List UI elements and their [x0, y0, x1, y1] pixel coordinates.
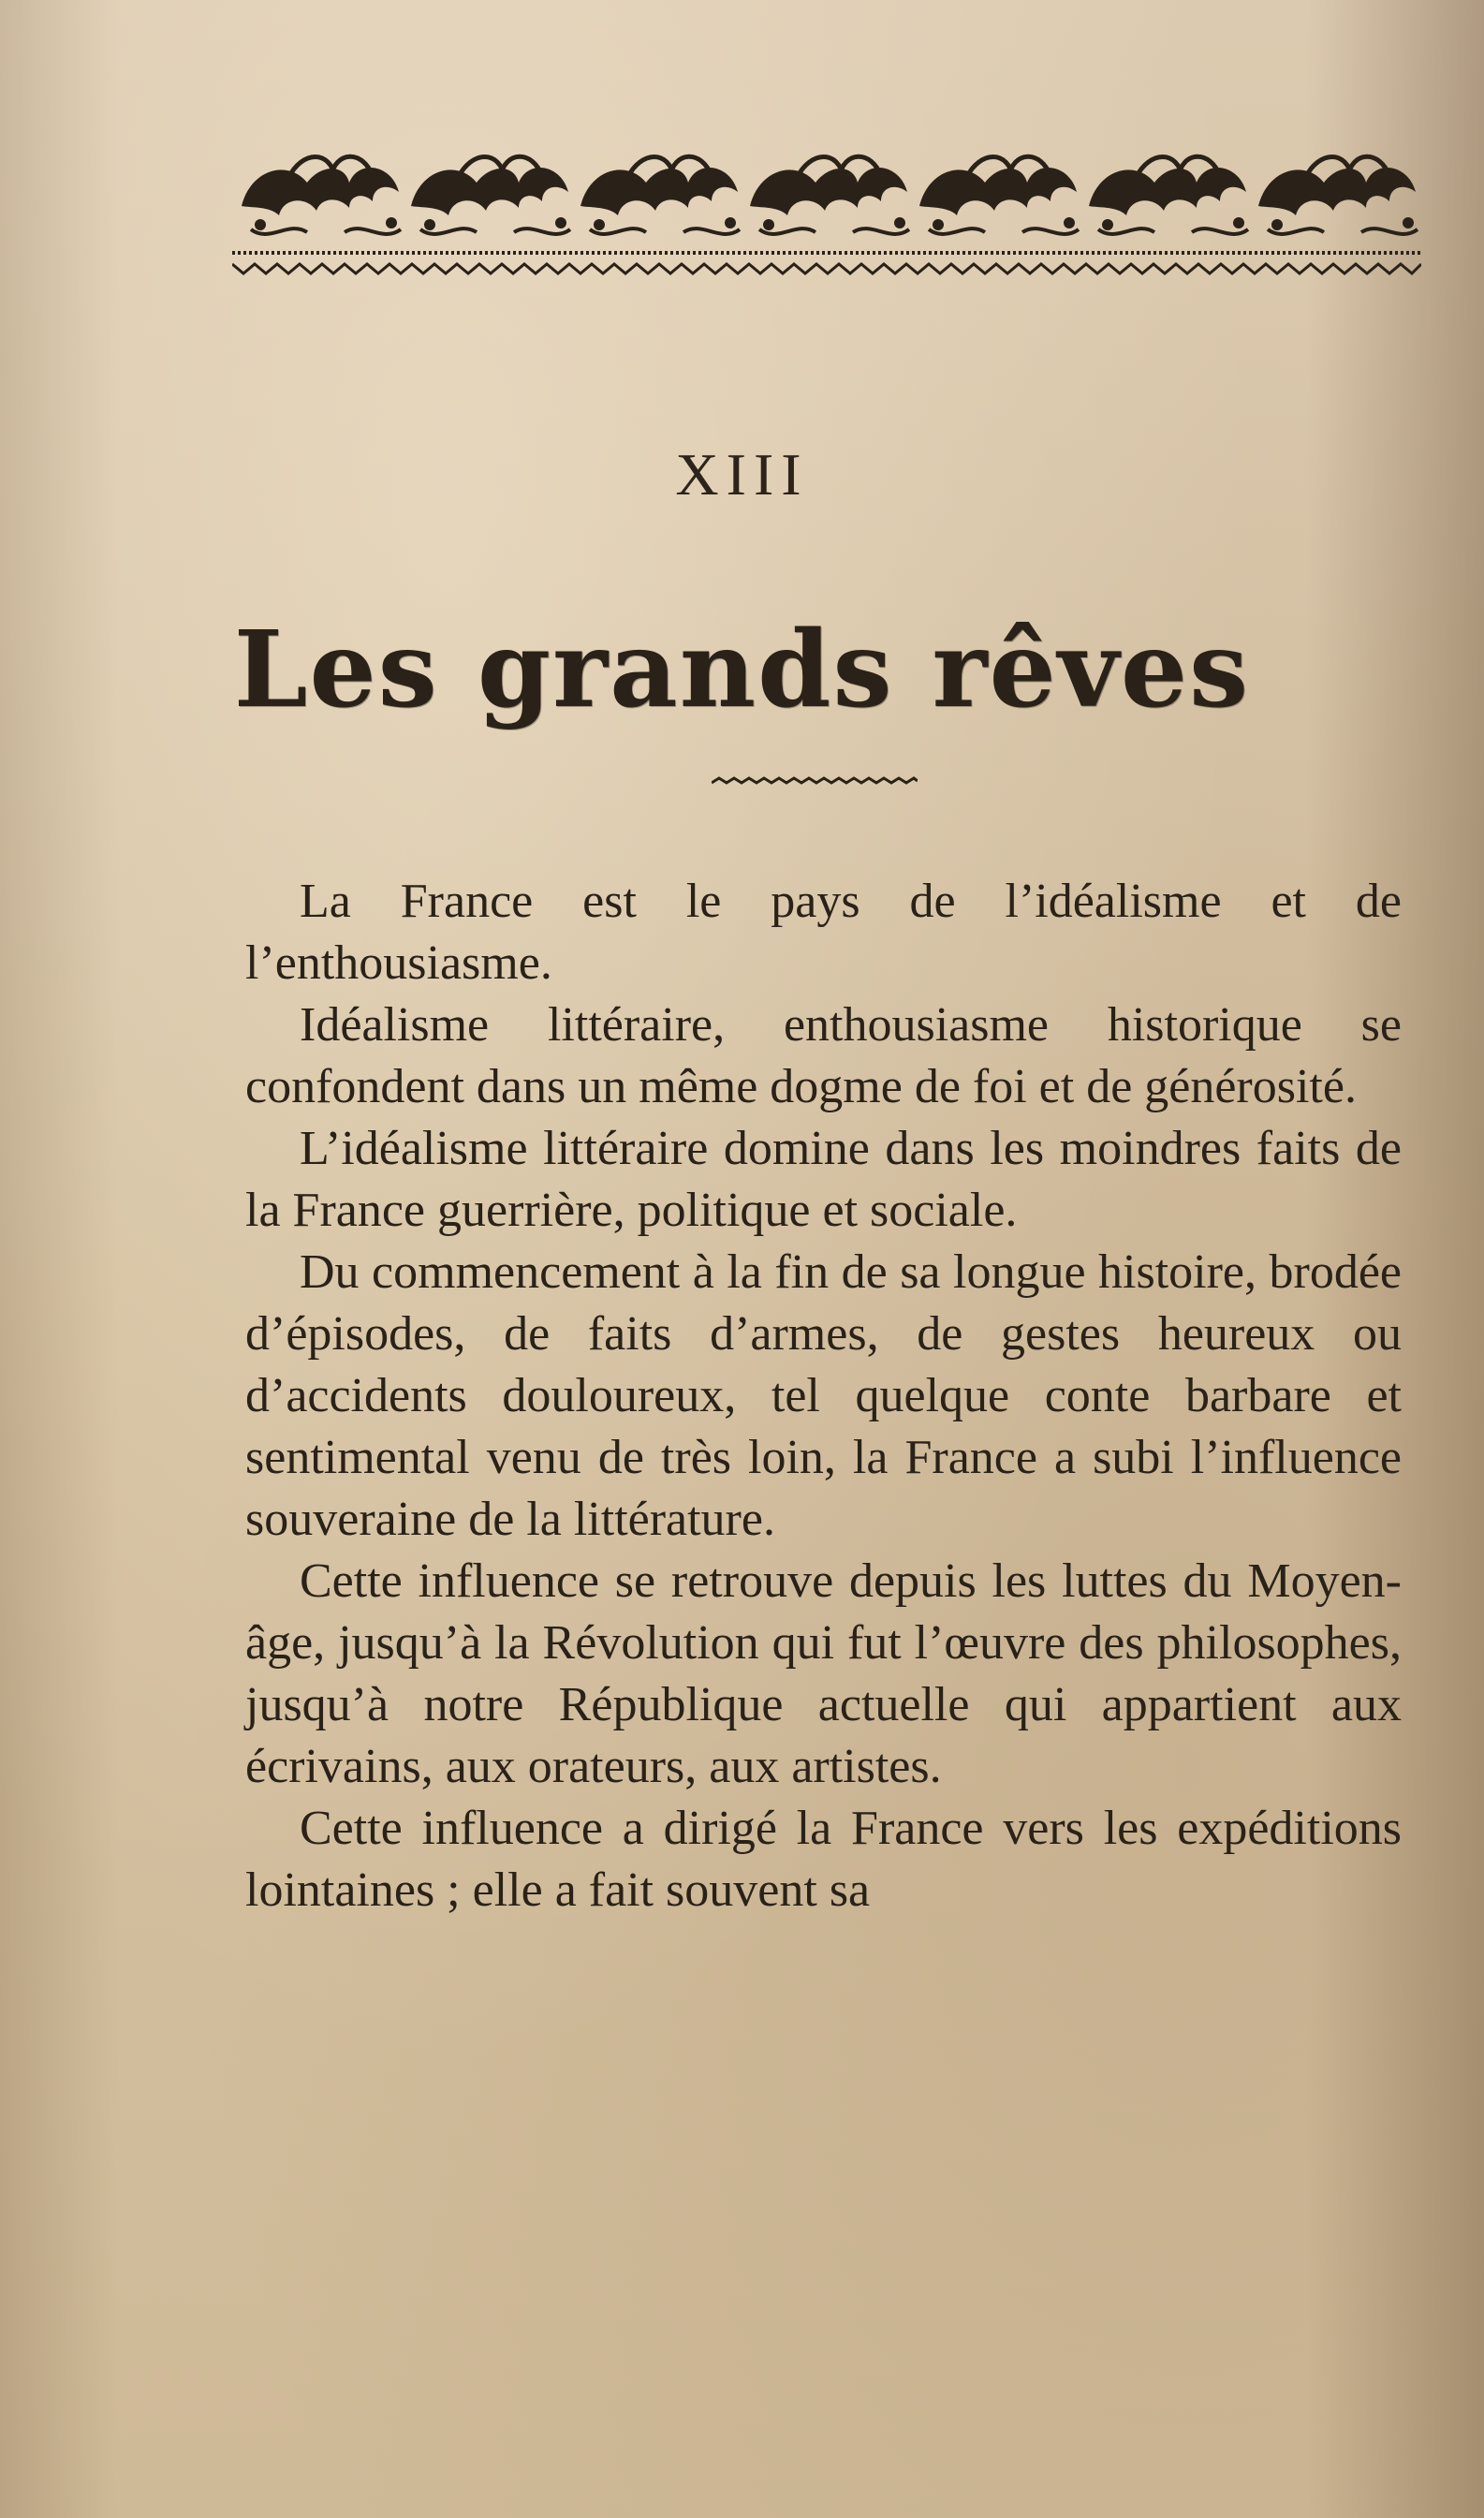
- body-text: [245, 871, 1402, 1922]
- title-divider: [712, 773, 918, 792]
- header-ornament: [232, 140, 1421, 290]
- chapter-title: Les grands rêves: [233, 609, 1251, 731]
- paragraph: La France est le pays de l’idéalisme et de l’enthousiasme.: [245, 875, 1402, 990]
- paragraph: Cette influence a dirigé la France vers les expéditions lointaines ; elle a fait souvent sa: [245, 1802, 1402, 1917]
- paragraph: L’idéalisme littéraire domine dans les moindres faits de la France guerrière, politique et sociale.: [245, 1122, 1402, 1237]
- paragraph: Idéalisme littéraire, enthousiasme historique se confondent dans un même dogme de foi et de générosité.: [245, 998, 1402, 1113]
- chapter-number: XIII: [675, 441, 809, 508]
- paragraph: Du commencement à la fin de sa longue histoire, brodée d’épisodes, de faits d’armes, de gestes heureux ou d’accidents douloureux, tel quelque conte barbare et sentimental venu de très loin, la France a subi l’influence souveraine de la littérature.: [245, 1245, 1402, 1546]
- paragraph: Cette influence se retrouve depuis les luttes du Moyen-âge, jusqu’à la Révolution qui fut l’œuvre des philosophes, jusqu’à notre République actuelle qui appartient aux écrivains, aux orateurs, aux artistes.: [245, 1554, 1402, 1793]
